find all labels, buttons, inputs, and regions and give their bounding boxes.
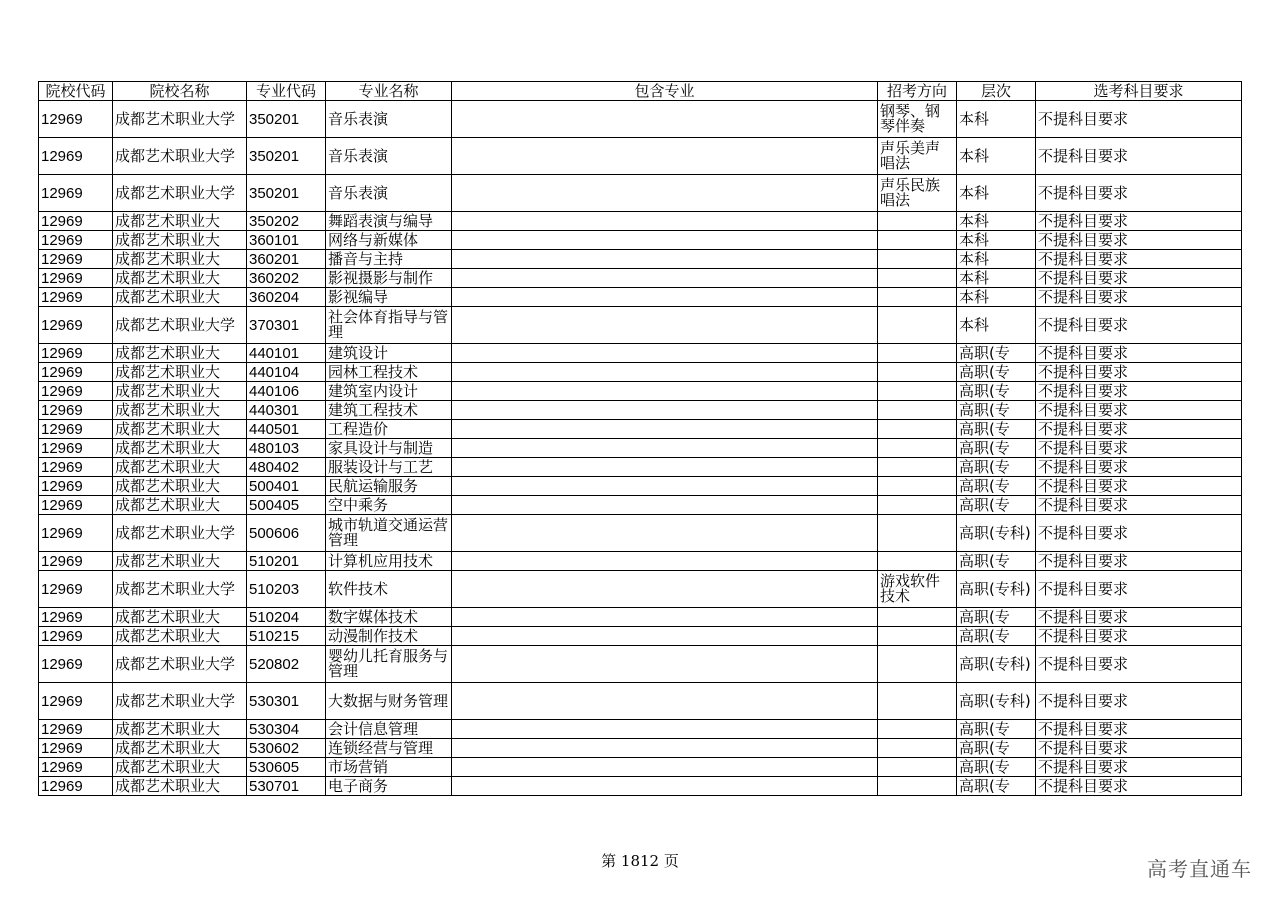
cell-included-majors xyxy=(452,739,878,758)
cell-level: 高职(专 xyxy=(957,420,1036,439)
cell-school-code: 12969 xyxy=(39,420,113,439)
cell-school-name: 成都艺术职业大 xyxy=(113,458,247,477)
cell-direction xyxy=(878,683,957,720)
cell-level: 高职(专 xyxy=(957,344,1036,363)
cell-school-name: 成都艺术职业大学 xyxy=(113,101,247,138)
cell-subject-requirement: 不提科目要求 xyxy=(1036,269,1242,288)
cell-school-code: 12969 xyxy=(39,250,113,269)
cell-major-code: 500606 xyxy=(247,515,326,552)
cell-school-name: 成都艺术职业大学 xyxy=(113,683,247,720)
cell-included-majors xyxy=(452,382,878,401)
cell-level: 高职(专 xyxy=(957,477,1036,496)
cell-major-name: 会计信息管理 xyxy=(326,720,452,739)
cell-included-majors xyxy=(452,344,878,363)
cell-school-name: 成都艺术职业大 xyxy=(113,382,247,401)
cell-included-majors xyxy=(452,477,878,496)
cell-major-code: 370301 xyxy=(247,307,326,344)
table-row xyxy=(39,496,1242,515)
cell-direction xyxy=(878,250,957,269)
cell-school-code: 12969 xyxy=(39,344,113,363)
cell-subject-requirement: 不提科目要求 xyxy=(1036,458,1242,477)
cell-major-name: 工程造价 xyxy=(326,420,452,439)
cell-direction: 声乐美声唱法 xyxy=(878,138,957,175)
cell-major-code: 520802 xyxy=(247,646,326,683)
cell-included-majors xyxy=(452,288,878,307)
cell-major-name: 网络与新媒体 xyxy=(326,231,452,250)
cell-subject-requirement: 不提科目要求 xyxy=(1036,552,1242,571)
cell-included-majors xyxy=(452,515,878,552)
table-row xyxy=(39,552,1242,571)
cell-direction xyxy=(878,439,957,458)
cell-included-majors xyxy=(452,307,878,344)
cell-major-name: 动漫制作技术 xyxy=(326,627,452,646)
cell-level: 本科 xyxy=(957,212,1036,231)
cell-level: 高职(专科) xyxy=(957,571,1036,608)
cell-major-code: 350202 xyxy=(247,212,326,231)
cell-subject-requirement: 不提科目要求 xyxy=(1036,683,1242,720)
cell-included-majors xyxy=(452,231,878,250)
cell-direction: 钢琴、钢琴伴奏 xyxy=(878,101,957,138)
cell-major-name: 音乐表演 xyxy=(326,101,452,138)
cell-major-name: 婴幼儿托育服务与管理 xyxy=(326,646,452,683)
cell-subject-requirement: 不提科目要求 xyxy=(1036,101,1242,138)
cell-major-code: 360101 xyxy=(247,231,326,250)
table-body xyxy=(39,101,1242,796)
cell-included-majors xyxy=(452,138,878,175)
cell-major-code: 360202 xyxy=(247,269,326,288)
cell-major-name: 计算机应用技术 xyxy=(326,552,452,571)
header-major-name: 专业名称 xyxy=(326,82,452,101)
cell-direction xyxy=(878,307,957,344)
table-row xyxy=(39,777,1242,796)
table-row xyxy=(39,515,1242,552)
cell-school-name: 成都艺术职业大 xyxy=(113,401,247,420)
cell-school-code: 12969 xyxy=(39,363,113,382)
cell-major-name: 家具设计与制造 xyxy=(326,439,452,458)
cell-major-code: 480103 xyxy=(247,439,326,458)
cell-level: 高职(专 xyxy=(957,739,1036,758)
cell-major-code: 500401 xyxy=(247,477,326,496)
cell-included-majors xyxy=(452,401,878,420)
cell-school-name: 成都艺术职业大 xyxy=(113,420,247,439)
cell-direction xyxy=(878,777,957,796)
cell-included-majors xyxy=(452,777,878,796)
cell-included-majors xyxy=(452,646,878,683)
cell-major-name: 民航运输服务 xyxy=(326,477,452,496)
cell-subject-requirement: 不提科目要求 xyxy=(1036,477,1242,496)
table-row xyxy=(39,250,1242,269)
cell-school-name: 成都艺术职业大 xyxy=(113,739,247,758)
table-row xyxy=(39,269,1242,288)
cell-level: 本科 xyxy=(957,288,1036,307)
table-row xyxy=(39,720,1242,739)
cell-level: 高职(专科) xyxy=(957,646,1036,683)
cell-school-code: 12969 xyxy=(39,477,113,496)
cell-school-code: 12969 xyxy=(39,288,113,307)
cell-direction xyxy=(878,269,957,288)
table-row xyxy=(39,288,1242,307)
cell-major-name: 电子商务 xyxy=(326,777,452,796)
cell-included-majors xyxy=(452,250,878,269)
cell-major-code: 440301 xyxy=(247,401,326,420)
cell-school-code: 12969 xyxy=(39,758,113,777)
table-row xyxy=(39,101,1242,138)
table-row xyxy=(39,739,1242,758)
cell-school-code: 12969 xyxy=(39,552,113,571)
header-school-name: 院校名称 xyxy=(113,82,247,101)
cell-school-code: 12969 xyxy=(39,646,113,683)
cell-subject-requirement: 不提科目要求 xyxy=(1036,363,1242,382)
cell-level: 本科 xyxy=(957,138,1036,175)
table-row xyxy=(39,231,1242,250)
cell-major-code: 440501 xyxy=(247,420,326,439)
cell-major-code: 510201 xyxy=(247,552,326,571)
cell-school-code: 12969 xyxy=(39,683,113,720)
cell-major-code: 530301 xyxy=(247,683,326,720)
cell-level: 高职(专科) xyxy=(957,515,1036,552)
header-direction: 招考方向 xyxy=(878,82,957,101)
cell-school-code: 12969 xyxy=(39,382,113,401)
table-row xyxy=(39,420,1242,439)
table-row xyxy=(39,683,1242,720)
cell-level: 本科 xyxy=(957,269,1036,288)
cell-included-majors xyxy=(452,212,878,231)
cell-level: 本科 xyxy=(957,101,1036,138)
cell-major-code: 360204 xyxy=(247,288,326,307)
cell-major-code: 440101 xyxy=(247,344,326,363)
cell-major-name: 软件技术 xyxy=(326,571,452,608)
cell-subject-requirement: 不提科目要求 xyxy=(1036,777,1242,796)
cell-major-name: 建筑设计 xyxy=(326,344,452,363)
cell-major-code: 440104 xyxy=(247,363,326,382)
cell-level: 高职(专 xyxy=(957,627,1036,646)
cell-level: 本科 xyxy=(957,231,1036,250)
page-number: 第 1812 页 xyxy=(601,852,679,870)
cell-major-name: 影视摄影与制作 xyxy=(326,269,452,288)
watermark: 高考直通车 xyxy=(1147,857,1252,881)
cell-subject-requirement: 不提科目要求 xyxy=(1036,439,1242,458)
cell-major-code: 530701 xyxy=(247,777,326,796)
cell-subject-requirement: 不提科目要求 xyxy=(1036,420,1242,439)
cell-major-name: 音乐表演 xyxy=(326,175,452,212)
cell-school-name: 成都艺术职业大学 xyxy=(113,571,247,608)
cell-major-name: 建筑室内设计 xyxy=(326,382,452,401)
cell-school-code: 12969 xyxy=(39,777,113,796)
cell-included-majors xyxy=(452,571,878,608)
cell-direction xyxy=(878,758,957,777)
cell-school-code: 12969 xyxy=(39,401,113,420)
cell-school-name: 成都艺术职业大学 xyxy=(113,515,247,552)
table-row xyxy=(39,571,1242,608)
cell-included-majors xyxy=(452,101,878,138)
cell-subject-requirement: 不提科目要求 xyxy=(1036,382,1242,401)
table-row xyxy=(39,307,1242,344)
cell-subject-requirement: 不提科目要求 xyxy=(1036,401,1242,420)
cell-level: 高职(专 xyxy=(957,552,1036,571)
table-row xyxy=(39,344,1242,363)
cell-direction xyxy=(878,552,957,571)
cell-level: 高职(专 xyxy=(957,777,1036,796)
cell-level: 高职(专 xyxy=(957,608,1036,627)
cell-level: 本科 xyxy=(957,175,1036,212)
header-major-code: 专业代码 xyxy=(247,82,326,101)
table-row xyxy=(39,758,1242,777)
cell-school-code: 12969 xyxy=(39,269,113,288)
cell-level: 高职(专 xyxy=(957,401,1036,420)
table-row xyxy=(39,608,1242,627)
table-row xyxy=(39,401,1242,420)
table-row xyxy=(39,439,1242,458)
cell-school-code: 12969 xyxy=(39,458,113,477)
cell-major-name: 数字媒体技术 xyxy=(326,608,452,627)
cell-school-name: 成都艺术职业大 xyxy=(113,777,247,796)
cell-school-name: 成都艺术职业大学 xyxy=(113,138,247,175)
cell-major-name: 音乐表演 xyxy=(326,138,452,175)
cell-included-majors xyxy=(452,175,878,212)
cell-major-name: 城市轨道交通运营管理 xyxy=(326,515,452,552)
cell-school-name: 成都艺术职业大 xyxy=(113,439,247,458)
header-included-majors: 包含专业 xyxy=(452,82,878,101)
cell-school-name: 成都艺术职业大 xyxy=(113,212,247,231)
cell-major-name: 市场营销 xyxy=(326,758,452,777)
cell-direction xyxy=(878,496,957,515)
cell-level: 高职(专 xyxy=(957,496,1036,515)
cell-major-name: 园林工程技术 xyxy=(326,363,452,382)
cell-school-name: 成都艺术职业大 xyxy=(113,720,247,739)
cell-level: 本科 xyxy=(957,307,1036,344)
admissions-table xyxy=(38,81,1242,796)
cell-direction xyxy=(878,288,957,307)
cell-school-name: 成都艺术职业大学 xyxy=(113,307,247,344)
header-subject-requirement: 选考科目要求 xyxy=(1036,82,1242,101)
table-header-row xyxy=(39,82,1242,101)
cell-subject-requirement: 不提科目要求 xyxy=(1036,608,1242,627)
cell-major-code: 360201 xyxy=(247,250,326,269)
cell-level: 高职(专科) xyxy=(957,683,1036,720)
cell-school-code: 12969 xyxy=(39,175,113,212)
cell-included-majors xyxy=(452,363,878,382)
cell-major-code: 530605 xyxy=(247,758,326,777)
cell-major-code: 350201 xyxy=(247,101,326,138)
cell-subject-requirement: 不提科目要求 xyxy=(1036,515,1242,552)
cell-major-code: 530304 xyxy=(247,720,326,739)
cell-direction xyxy=(878,720,957,739)
cell-major-code: 440106 xyxy=(247,382,326,401)
cell-direction xyxy=(878,382,957,401)
cell-major-name: 建筑工程技术 xyxy=(326,401,452,420)
cell-subject-requirement: 不提科目要求 xyxy=(1036,720,1242,739)
cell-direction xyxy=(878,212,957,231)
cell-direction: 声乐民族唱法 xyxy=(878,175,957,212)
cell-school-name: 成都艺术职业大 xyxy=(113,231,247,250)
cell-school-name: 成都艺术职业大 xyxy=(113,250,247,269)
cell-major-code: 530602 xyxy=(247,739,326,758)
cell-subject-requirement: 不提科目要求 xyxy=(1036,627,1242,646)
cell-direction xyxy=(878,344,957,363)
cell-major-code: 350201 xyxy=(247,175,326,212)
table-row xyxy=(39,363,1242,382)
cell-direction xyxy=(878,458,957,477)
cell-level: 高职(专 xyxy=(957,382,1036,401)
cell-included-majors xyxy=(452,608,878,627)
cell-school-name: 成都艺术职业大 xyxy=(113,363,247,382)
cell-school-code: 12969 xyxy=(39,439,113,458)
cell-level: 高职(专 xyxy=(957,458,1036,477)
cell-major-name: 播音与主持 xyxy=(326,250,452,269)
cell-included-majors xyxy=(452,439,878,458)
cell-level: 本科 xyxy=(957,250,1036,269)
cell-school-code: 12969 xyxy=(39,571,113,608)
cell-major-code: 510215 xyxy=(247,627,326,646)
cell-school-code: 12969 xyxy=(39,496,113,515)
cell-major-name: 社会体育指导与管理 xyxy=(326,307,452,344)
cell-school-name: 成都艺术职业大 xyxy=(113,269,247,288)
cell-school-code: 12969 xyxy=(39,608,113,627)
cell-direction xyxy=(878,608,957,627)
table-row xyxy=(39,627,1242,646)
cell-included-majors xyxy=(452,720,878,739)
cell-major-code: 510204 xyxy=(247,608,326,627)
cell-direction xyxy=(878,646,957,683)
table-row xyxy=(39,382,1242,401)
cell-included-majors xyxy=(452,758,878,777)
cell-major-name: 连锁经营与管理 xyxy=(326,739,452,758)
cell-included-majors xyxy=(452,627,878,646)
cell-included-majors xyxy=(452,496,878,515)
cell-school-name: 成都艺术职业大 xyxy=(113,552,247,571)
cell-school-name: 成都艺术职业大 xyxy=(113,608,247,627)
cell-included-majors xyxy=(452,683,878,720)
cell-level: 高职(专 xyxy=(957,720,1036,739)
header-school-code: 院校代码 xyxy=(39,82,113,101)
cell-major-name: 大数据与财务管理 xyxy=(326,683,452,720)
cell-level: 高职(专 xyxy=(957,758,1036,777)
cell-direction xyxy=(878,401,957,420)
cell-subject-requirement: 不提科目要求 xyxy=(1036,571,1242,608)
cell-major-name: 影视编导 xyxy=(326,288,452,307)
cell-direction: 游戏软件技术 xyxy=(878,571,957,608)
cell-subject-requirement: 不提科目要求 xyxy=(1036,496,1242,515)
table-row xyxy=(39,175,1242,212)
cell-school-code: 12969 xyxy=(39,212,113,231)
cell-included-majors xyxy=(452,458,878,477)
cell-direction xyxy=(878,420,957,439)
table-row xyxy=(39,458,1242,477)
cell-school-name: 成都艺术职业大 xyxy=(113,758,247,777)
cell-included-majors xyxy=(452,552,878,571)
cell-subject-requirement: 不提科目要求 xyxy=(1036,231,1242,250)
cell-major-code: 500405 xyxy=(247,496,326,515)
cell-subject-requirement: 不提科目要求 xyxy=(1036,250,1242,269)
cell-subject-requirement: 不提科目要求 xyxy=(1036,175,1242,212)
cell-school-code: 12969 xyxy=(39,101,113,138)
cell-major-code: 350201 xyxy=(247,138,326,175)
table-row xyxy=(39,646,1242,683)
cell-direction xyxy=(878,363,957,382)
cell-major-name: 空中乘务 xyxy=(326,496,452,515)
cell-major-name: 舞蹈表演与编导 xyxy=(326,212,452,231)
cell-subject-requirement: 不提科目要求 xyxy=(1036,646,1242,683)
cell-school-code: 12969 xyxy=(39,307,113,344)
cell-subject-requirement: 不提科目要求 xyxy=(1036,758,1242,777)
cell-school-name: 成都艺术职业大学 xyxy=(113,646,247,683)
cell-school-code: 12969 xyxy=(39,739,113,758)
header-level: 层次 xyxy=(957,82,1036,101)
cell-school-name: 成都艺术职业大 xyxy=(113,288,247,307)
cell-level: 高职(专 xyxy=(957,363,1036,382)
cell-direction xyxy=(878,231,957,250)
cell-major-name: 服装设计与工艺 xyxy=(326,458,452,477)
cell-level: 高职(专 xyxy=(957,439,1036,458)
cell-subject-requirement: 不提科目要求 xyxy=(1036,138,1242,175)
cell-school-code: 12969 xyxy=(39,720,113,739)
cell-school-code: 12969 xyxy=(39,231,113,250)
cell-major-code: 510203 xyxy=(247,571,326,608)
cell-direction xyxy=(878,627,957,646)
cell-included-majors xyxy=(452,269,878,288)
cell-subject-requirement: 不提科目要求 xyxy=(1036,307,1242,344)
cell-direction xyxy=(878,477,957,496)
cell-direction xyxy=(878,739,957,758)
cell-subject-requirement: 不提科目要求 xyxy=(1036,739,1242,758)
table-row xyxy=(39,477,1242,496)
cell-school-code: 12969 xyxy=(39,515,113,552)
cell-included-majors xyxy=(452,420,878,439)
cell-school-name: 成都艺术职业大学 xyxy=(113,175,247,212)
cell-school-code: 12969 xyxy=(39,138,113,175)
cell-school-name: 成都艺术职业大 xyxy=(113,496,247,515)
cell-direction xyxy=(878,515,957,552)
table-row xyxy=(39,212,1242,231)
cell-subject-requirement: 不提科目要求 xyxy=(1036,288,1242,307)
cell-school-code: 12969 xyxy=(39,627,113,646)
cell-subject-requirement: 不提科目要求 xyxy=(1036,344,1242,363)
cell-school-name: 成都艺术职业大 xyxy=(113,627,247,646)
cell-school-name: 成都艺术职业大 xyxy=(113,344,247,363)
table-row xyxy=(39,138,1242,175)
cell-major-code: 480402 xyxy=(247,458,326,477)
cell-school-name: 成都艺术职业大 xyxy=(113,477,247,496)
cell-subject-requirement: 不提科目要求 xyxy=(1036,212,1242,231)
